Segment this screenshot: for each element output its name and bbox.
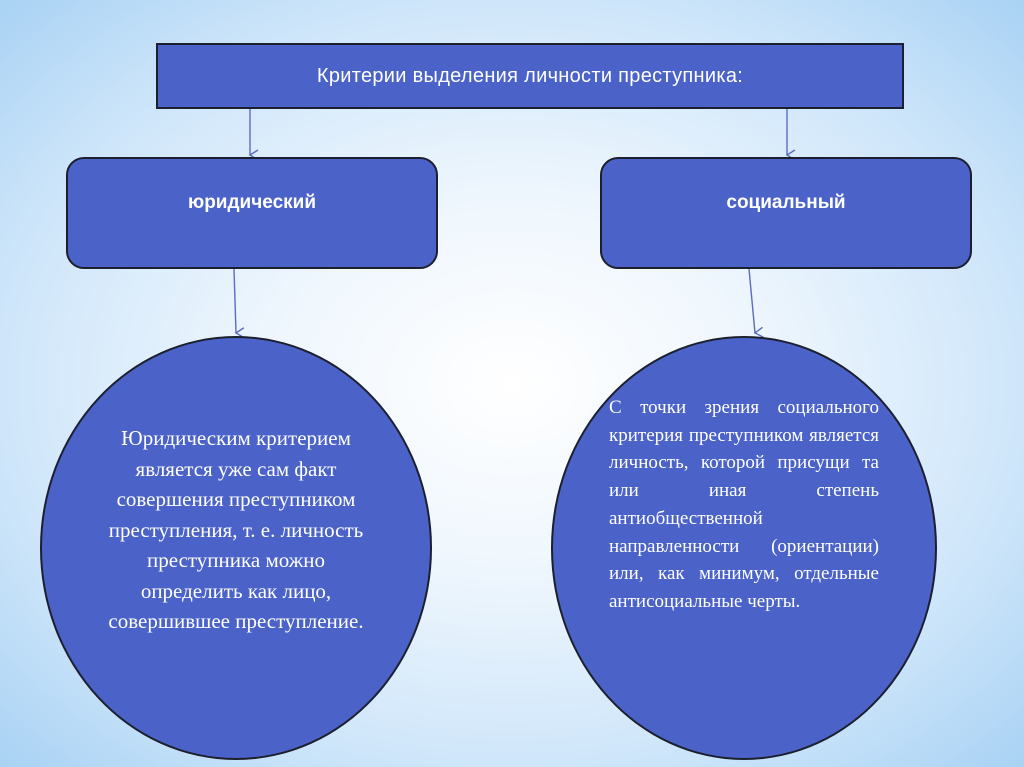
social-criterion-box	[600, 157, 972, 269]
social-criterion-label: социальный	[726, 192, 846, 213]
social-description-text: С точки зрения социального критерия преступником является личность, которой присущи та или иная степень антиобщественной направленности (ориентации) или, как минимум, отдельные антисоциальные черты.	[609, 397, 879, 612]
arrow-legal-to-circle	[234, 269, 236, 333]
legal-description-text: Юридическим критерием является уже сам факт совершения преступником преступления, т. е. личность преступника можно определить как лицо, совершившее преступление.	[108, 426, 364, 634]
legal-criterion-label: юридический	[187, 192, 317, 213]
arrow-social-to-circle	[749, 269, 755, 333]
title-text: Критерии выделения личности преступника:	[316, 64, 744, 87]
title-box	[156, 43, 904, 109]
legal-description-circle	[40, 336, 432, 760]
legal-criterion-box	[66, 157, 438, 269]
social-description-circle	[551, 336, 937, 760]
